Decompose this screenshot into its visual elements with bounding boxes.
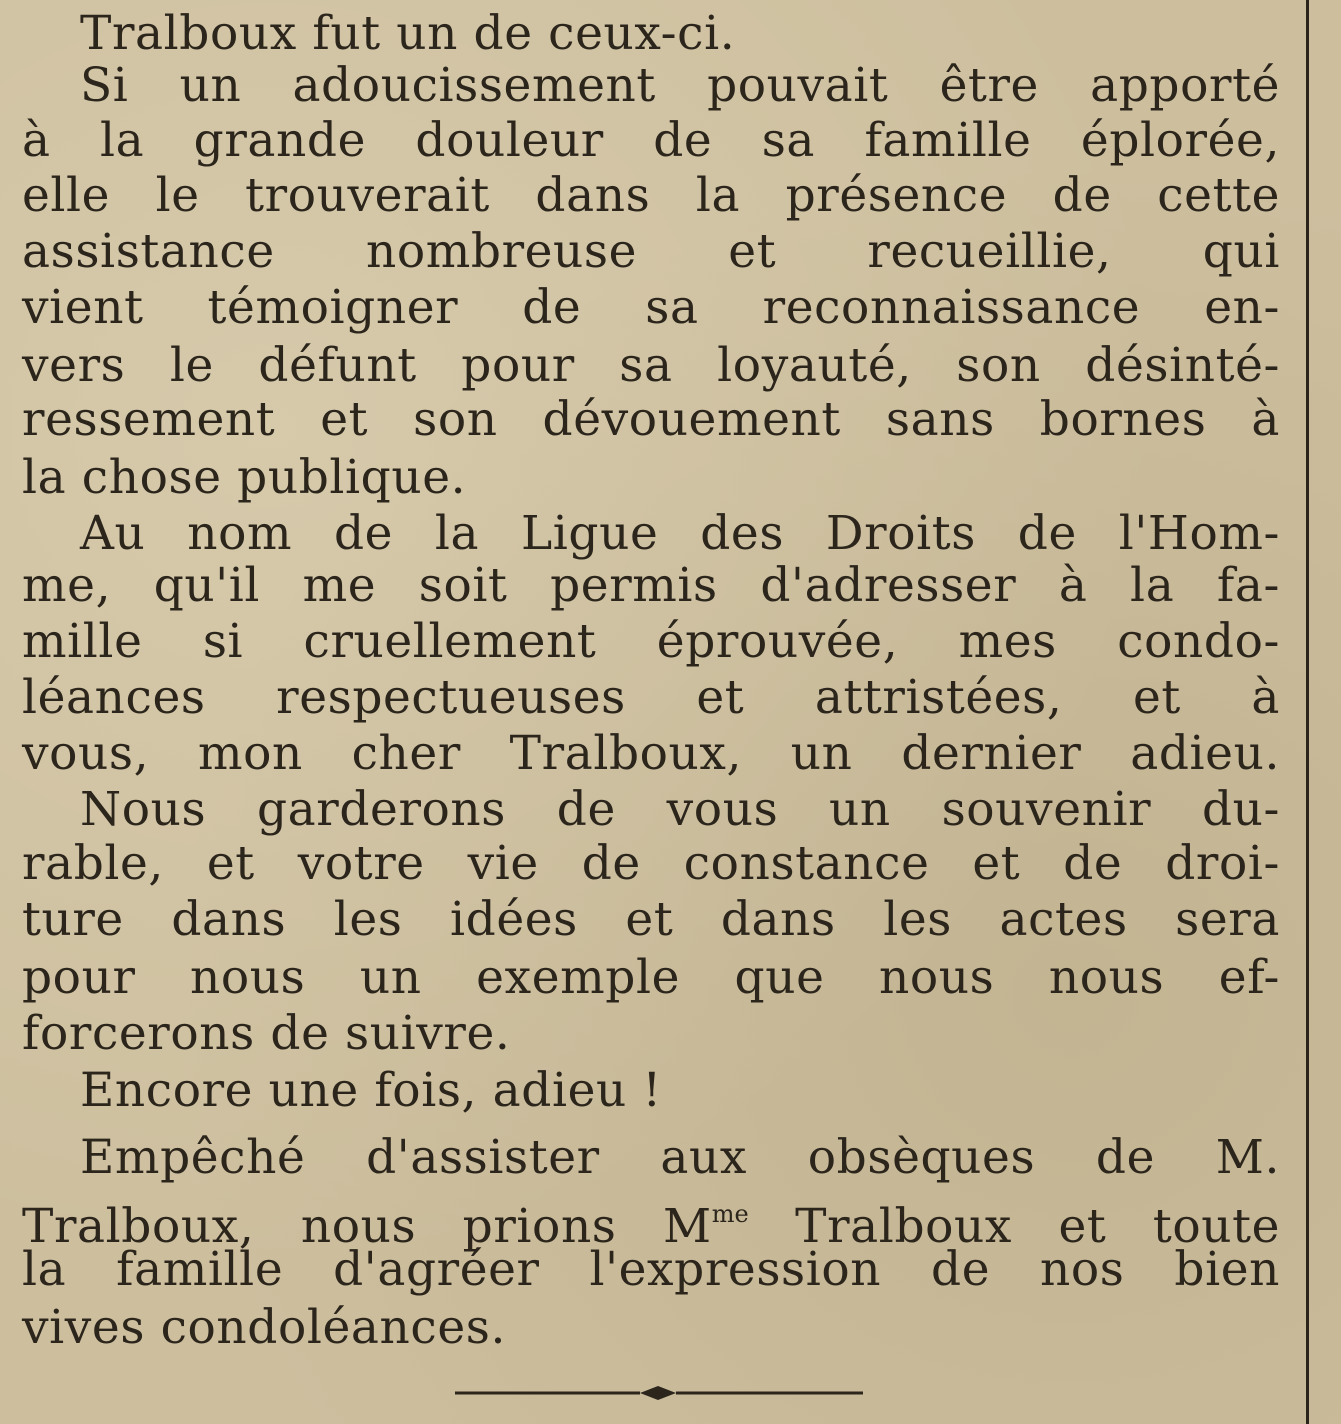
article-line: me, qu'il me soit permis d'adresser à la fa- [22,558,1280,613]
article-line: Au nom de la Ligue des Droits de l'Hom- [80,506,1280,561]
notice-line: la famille d'agréer l'expression de nos bien [22,1242,1280,1297]
article-line: Encore une fois, adieu ! [80,1063,662,1118]
article-line: mille si cruellement éprouvée, mes condo- [22,614,1280,669]
article-line: Nous garderons de vous un souvenir du- [80,782,1280,837]
notice-superscript: me [711,1200,749,1228]
article-line: vient témoigner de sa reconnaissance en- [22,280,1280,335]
article-line: Si un adoucissement pouvait être apporté [80,58,1280,113]
article-line: assistance nombreuse et recueillie, qui [22,224,1280,279]
column-divider-rule [1306,0,1309,1424]
article-line: ressement et son dévouement sans bornes à [22,392,1280,447]
article-line: ture dans les idées et dans les actes sera [22,892,1280,947]
article-line: à la grande douleur de sa famille éplorée, [22,113,1280,168]
ornament-diamond [640,1386,676,1400]
article-line: vous, mon cher Tralboux, un dernier adieu. [22,726,1280,781]
article-line: vers le défunt pour sa loyauté, son désinté- [22,338,1280,393]
notice-line [22,1186,1280,1254]
article-line: elle le trouverait dans la présence de cette [22,168,1280,223]
article-line: pour nous un exemple que nous nous ef- [22,950,1280,1005]
notice-text: Tralboux, nous prions M [22,1199,712,1254]
notice-text: Tralboux et toute [748,1199,1280,1254]
article-line: la chose publique. [22,450,467,505]
article-line: Tralboux fut un de ceux-ci. [80,6,736,61]
notice-line: vives condoléances. [22,1300,507,1355]
article-line: rable, et votre vie de constance et de droi- [22,836,1280,891]
article-line: léances respectueuses et attristées, et à [22,670,1280,725]
article-line: forcerons de suivre. [22,1006,511,1061]
divider-ornament [455,1383,863,1403]
notice-line: Empêché d'assister aux obsèques de M. [80,1130,1280,1185]
